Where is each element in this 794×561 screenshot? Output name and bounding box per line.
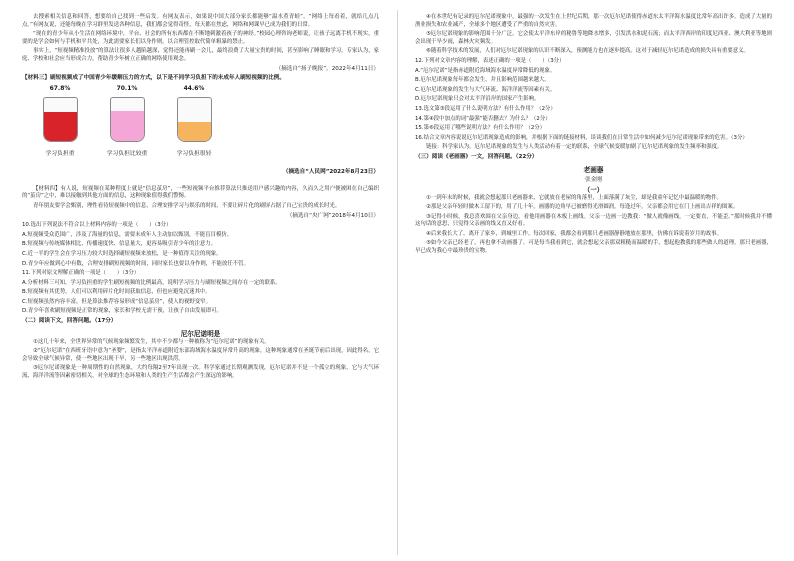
- paragraph: ①这几十年来，全世界异常的气候现象频繁发生，其中不少都与一种被称为“厄尔尼诺”的现象有关。: [33, 338, 270, 345]
- option-d: D.厄尔尼诺现象只会对太平洋沿岸的国家产生影响。: [415, 96, 540, 103]
- paragraph: “现在的青少年从小生活在网络环境中，平台、社会的所有东西都在不断地刺激着孩子的神经。”校园心理咨询老师说，让孩子远离手机不现实，重要的是学会如何与手机和平共处，为此需要家长们以身作则，以合理管控取代简单粗暴的禁止。: [22, 31, 379, 45]
- left-column: [22, 14, 379, 383]
- paragraph: 去搜索相关信息和回答，想要给自己找到一些启发。有网友表示，如果说中国大部分家长都能够“温水煮青蛙”，“网络上每看着，就给几点几点。”有网友说，还能每晚在学习群里发送各种信息，我们都会觉得奇怪，每天都在焦虑，网络和网课早已成为我们的日常。: [22, 14, 379, 28]
- question-13: 13.选文第③段运用了什么说明方法？有什么作用？（2分）: [415, 105, 556, 112]
- essay-title: 老画器: [583, 165, 604, 174]
- paragraph: ①一到年末的时候，我就会想起那只老画器来，它就放在老屋的角落里，上面落满了灰尘，却是我童年记忆中最温暖的物件。: [426, 194, 722, 201]
- cup-fill: [44, 112, 77, 141]
- paragraph: ②那是父亲年轻时做木工留下的，用了几十年，画器的边角早已被磨得光滑圆润。每逢过年，父亲都会用它在门上画出吉祥的图案。: [426, 204, 739, 211]
- source-citation: （摘选自“扬子晚报”，2022年4月11日）: [275, 65, 379, 72]
- cup-category-label: 学习负担重: [45, 150, 75, 157]
- question-10: 10.选出下列说法不符合以上材料内容的一项是（ ）（3分）: [22, 222, 172, 229]
- paragraph: ③厄尔尼诺现象是一种周期性的自然现象，大约每隔2至7年出现一次。科学家通过长期观测发现，厄尔尼诺并不是一个孤立的现象，它与大气环流、海洋洋流等因素密切相关，对全球的生态环境和人类的生产生活都会产生深远的影响。: [22, 365, 379, 380]
- option-a: A.分析材料三可知，学习负担重的学生刷短视频的比例最高，说明学习压力与刷短视频之间存在一定的联系。: [22, 279, 281, 286]
- paragraph: ⑤如今父亲已经老了，再也拿不动画器了。可是每当我看到它，就会想起父亲那双粗糙而温暖的手，想起他教我的那些做人的道理，那只老画器，早已成为我心中最珍贵的宝物。: [415, 240, 772, 255]
- material-four: 【材料四】有人说，短视频在某种程度上就是“信息茧房”，一些短视频平台推荐算法只推送用户感兴趣的内容，久而久之用户便被困在自己编织的“茧房”之中，难以接触到其他方面的信息，这种现象值得我们警惕。: [22, 185, 379, 200]
- option-b: B.厄尔尼诺现象每年都会发生，并且影响范围越来越大。: [415, 77, 550, 84]
- paragraph: 青年朋友要学会甄别，理性看待短视频中的信息，合理安排学习与娱乐的时间，不要让碎片化的刷屏占据了自己宝贵的成长时光。: [33, 202, 341, 209]
- option-b: B.短视频与传统媒体相比，传播速度快、信息量大，更容易吸引青少年的注意力。: [22, 241, 217, 248]
- paragraph: ⑤厄尔尼诺现象的影响范围十分广泛。它会使太平洋东岸的秘鲁等地降水增多，引发洪水和泥石流；而太平洋西岸的印度尼西亚、澳大利亚等地则会出现干旱少雨，森林火灾频发。: [415, 31, 772, 45]
- option-a: A.“厄尔尼诺”是指赤道附近海域海水温度异常降低的现象。: [415, 67, 556, 74]
- option-d: D.青少年喜欢刷短视频是正常的现象，家长和学校无需干预，让孩子自由发展即可。: [22, 308, 222, 315]
- cup-bar: [43, 97, 78, 142]
- question-14: 14.第④段中加点的词“最强”能否删去？为什么？（2分）: [415, 115, 551, 122]
- cup-category-label: 学习负担很轻: [176, 150, 212, 157]
- question-12: 12.下列对文章内容的理解，表述正确的一项是（ ）（3分）: [415, 57, 565, 64]
- paragraph: ⑥随着科学技术的发展，人们对厄尔尼诺现象的认识不断深入，预测能力也在逐步提高，这对于减轻厄尔尼诺造成的损失具有重要意义。: [426, 48, 749, 55]
- question-16: 16.结合文章内容说说厄尔尼诺现象造成的影响，并根据下面的链接材料，谈谈我们在日常生活中如何减少厄尔尼诺现象带来的危害。（3分）: [415, 134, 748, 141]
- reading-section-2: （二）阅读下文，回答问题。（17分）: [22, 318, 117, 325]
- source-citation: （摘选自“央广网”2018年4月10日）: [286, 212, 379, 219]
- material-three-heading: 【材料三】刷短视频成了中国青少年缓解压力的方式，以下是不同学习负担下的未成年人刷短视频的比例。: [22, 75, 285, 82]
- right-column: [415, 14, 772, 258]
- article-title: 尼尔尼诺明是: [180, 329, 221, 338]
- link-material: 链接：科学家认为，厄尔尼诺现象的发生与人类活动有着一定的联系，全球气候变暖加剧了厄尔尼诺现象的发生频率和强度。: [426, 144, 723, 151]
- cup-value-label: 44.6%: [183, 84, 205, 92]
- option-b: B.短视频有其优势，人们可以利用碎片化时间获取信息，但也应避免沉迷其中。: [22, 289, 211, 296]
- paragraph: ②“厄尔尼诺”在西班牙语中意为“圣婴”，是指太平洋赤道附近东部海域海水温度异常升高的现象。这种现象通常在圣诞节前后出现，因此得名。它会导致全球气候异常，使一些地区出现干旱，另一些地区出现洪涝。: [22, 348, 379, 362]
- cup-chart: [22, 85, 379, 185]
- option-c: C.近一半的学生会在学习压力较大时选择刷短视频来放松，是一种值得关注的现象。: [22, 250, 222, 257]
- cup-bar: [110, 97, 145, 142]
- cup-bar: [177, 97, 212, 142]
- option-c: C.厄尔尼诺现象的发生与大气环流、海洋洋流等因素有关。: [415, 86, 556, 93]
- essay-author: 张金刚: [585, 176, 602, 183]
- option-a: A.短视频受众范围广，涉及了海量的信息，需要未成年人主动加以甄别，不能盲目模仿。: [22, 231, 233, 238]
- chart-source: （摘选自“人民网”2022年8月23日）: [282, 168, 379, 175]
- paragraph: 事实上，“短视频精准投放”的算法让很多人越陷越深，觉得还能再刷一会儿，最终浪费了大量宝贵的时间，甚至影响了睡眠和学习。专家认为，家庭、学校和社会应当形成合力，帮助青少年树立正确的网络使用观念。: [22, 48, 379, 62]
- option-d: D.青少年应做到心中有数，合理安排刷短视频的时间，同时家长也要以身作则，不能放任不管。: [22, 260, 249, 267]
- cup-fill: [111, 111, 144, 141]
- question-15: 15.第⑥段运用了哪些说明方法？有什么作用？（2分）: [415, 125, 546, 132]
- cup-value-label: 70.1%: [116, 84, 138, 92]
- cup-fill: [178, 122, 211, 141]
- paragraph: ④后来我长大了，离开了家乡，到城里工作。每次回家，我都会看到那只老画器静静地放在那里，仿佛在诉说着岁月的故事。: [426, 230, 722, 237]
- question-11: 11.下列对原文理解正确的一项是（ ）（3分）: [22, 270, 140, 277]
- cup-value-label: 67.8%: [49, 84, 71, 92]
- cup-category-label: 学习负担比较重: [106, 150, 148, 157]
- paragraph: ③记得小时候，我总喜欢围在父亲身边，看他用画器在木板上画线。父亲一边画一边教我：“做人就像画线，一定要直，不能歪。”那时候我并不懂这句话的意思，只觉得父亲画的线又直又好看。: [415, 213, 772, 228]
- option-c: C.短视频虽然内容丰富，但是算法推荐容易形成“信息茧房”，使人的视野变窄。: [22, 298, 211, 305]
- paragraph: ④在本世纪有记录的厄尔尼诺现象中，最强的一次发生在上世纪后期，那一次厄尔尼诺使得赤道东太平洋海水温度比常年高出许多，造成了大量的渔业损失和农业减产，全球多个地区遭受了严重的自然灾害。: [415, 14, 772, 28]
- reading-section-3: （三）阅读《老画器》一文，回答问题。（22分）: [415, 153, 538, 160]
- column-divider: [397, 10, 398, 555]
- essay-part-heading: （一）: [583, 185, 604, 194]
